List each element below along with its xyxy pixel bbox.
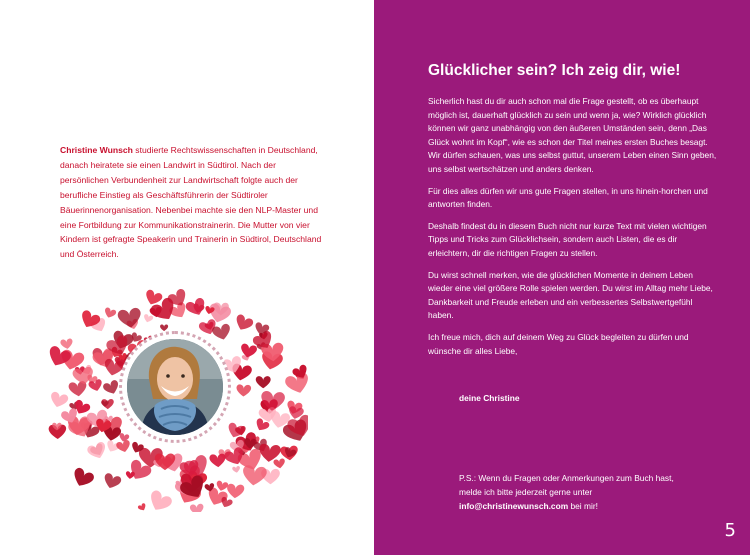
- heart-icon: [258, 443, 281, 463]
- email-link[interactable]: info@christinewunsch.com: [459, 500, 569, 511]
- author-bio-text: studierte Rechtswissenschaften in Deutschland, danach heiratete sie einen Landwirt in Südtirol. Nach der persönlichen Verbundenheit zur Landwirtschaft folgte auch der berufliche Einstieg als Geschäftsführerin der Südtiroler Bäuerinnenorganisation. Nebenbei machte sie den NLP-Master und eine Fortbildung zur Kommunikationstrainerin. Die Mutter von vier Kindern ist gefragte Speakerin und Trainerin in Südtirol, Deutschland und Österreich.: [60, 145, 322, 260]
- paragraph: Deshalb findest du in diesem Buch nicht nur kurze Text mit vielen wichtigen Tipps und Tricks zum Glücklichsein, sondern auch Listen, die es dir erleichtern, dir die richtigen Fragen zu stellen.: [428, 220, 707, 258]
- heart-icon: [226, 483, 244, 499]
- heart-icon: [70, 466, 95, 490]
- heart-icon: [116, 439, 132, 453]
- heart-icon: [143, 289, 163, 308]
- heart-icon: [60, 338, 74, 350]
- ps-line: [459, 500, 674, 514]
- heart-icon: [184, 297, 208, 319]
- paragraph: Sicherlich hast du dir auch schon mal die Frage gestellt, ob es überhaupt möglich ist, dauerhaft glücklich zu sein und wenn ja, wie? Wirklich glücklich können wir ganz unabhängig von den äußeren Umständen sein, denn „Das Glück wohnt im Kopf“, wie es schon der Titel meines ersten Buches besagt. Wir dürfen schauen, was uns selbst guttut, unserem Leben einen Sinn geben, uns selbst wertschätzen und anders denken.: [428, 96, 717, 174]
- left-page: [0, 0, 374, 555]
- heart-icon: [117, 307, 143, 329]
- heart-icon: [236, 384, 251, 397]
- heart-icon: [86, 441, 108, 461]
- page-heading: Glücklicher sein? Ich zeig dir, wie!: [428, 62, 681, 79]
- heart-icon: [146, 489, 174, 512]
- ps-line: P.S.: Wenn du Fragen oder Anmerkungen zum Buch hast,: [459, 473, 674, 483]
- author-name: Christine Wunsch: [60, 145, 133, 155]
- heart-icon: [233, 313, 255, 333]
- author-bio: [60, 143, 325, 262]
- author-portrait: [127, 339, 223, 435]
- heart-icon: [209, 453, 226, 468]
- heart-icon: [256, 376, 271, 388]
- heart-icon: [103, 307, 117, 320]
- paragraph: Du wirst schnell merken, wie die glücklichen Momente in deinem Leben wieder eine viel größere Rolle spielen werden. Du wirst im Alltag mehr Liebe, Dankbarkeit und Freude erleben und ein verbessertes Selbstwertgefühl haben.: [428, 269, 713, 321]
- heart-icon: [190, 503, 205, 512]
- heart-icon: [137, 503, 147, 512]
- paragraph: Ich freue mich, dich auf deinem Weg zu Glück begleiten zu dürfen und wünsche dir alles Liebe,: [428, 331, 689, 356]
- heart-icon: [273, 458, 286, 469]
- heart-icon: [125, 471, 135, 479]
- signature: deine Christine: [459, 393, 520, 403]
- paragraph: Für dies alles dürfen wir uns gute Fragen stellen, in uns hinein-horchen und antworten finden.: [428, 185, 708, 210]
- body-text: [428, 95, 718, 366]
- heart-icon: [143, 314, 154, 324]
- postscript: [459, 472, 674, 513]
- author-photo: [127, 339, 223, 435]
- heart-icon: [160, 325, 168, 332]
- heart-icon: [102, 472, 122, 491]
- heart-icon: [48, 391, 69, 409]
- right-page: [374, 0, 750, 555]
- ps-suffix: bei mir!: [568, 500, 598, 511]
- heart-icon: [232, 466, 241, 474]
- page-number: 5: [724, 520, 736, 541]
- ps-line: melde ich bitte jederzeit gerne unter: [459, 486, 593, 497]
